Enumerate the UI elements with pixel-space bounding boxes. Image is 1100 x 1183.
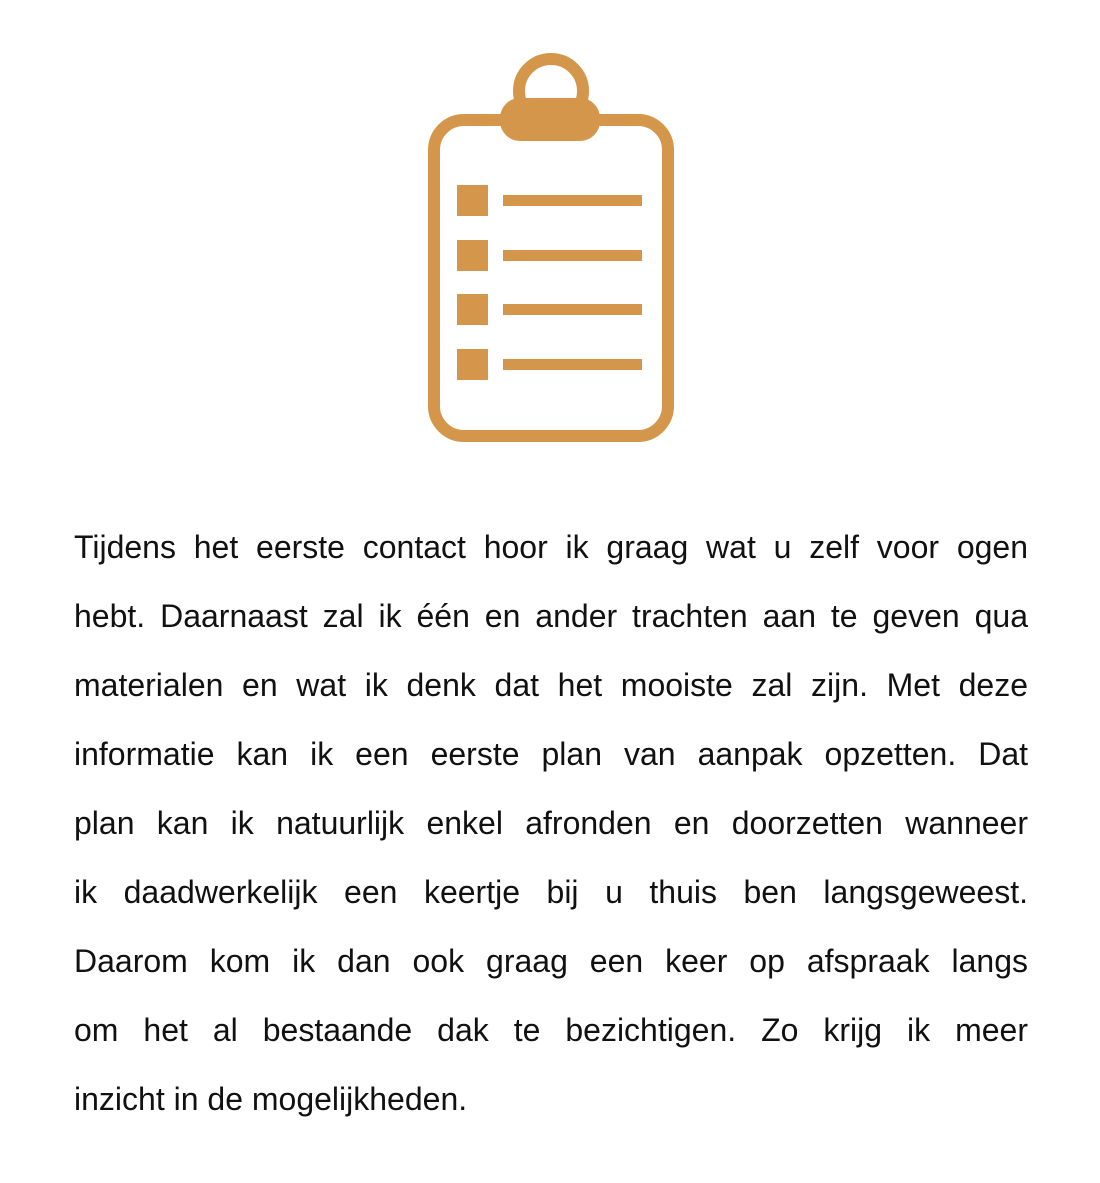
checkbox-4 xyxy=(457,349,488,380)
paragraph-line: plan kan ik natuurlijk enkel afronden en doorzetten wanneer xyxy=(74,805,1028,841)
checkbox-2 xyxy=(457,240,488,271)
checkbox-1 xyxy=(457,185,488,216)
description-paragraph xyxy=(74,513,1028,1134)
paragraph-line: materialen en wat ik denk dat het mooiste zal zijn. Met deze xyxy=(74,667,1028,703)
list-line-4 xyxy=(503,359,642,370)
paragraph-line: ik daadwerkelijk een keertje bij u thuis ben langsgeweest. xyxy=(74,874,1028,910)
paragraph-line: informatie kan ik een eerste plan van aanpak opzetten. Dat xyxy=(74,736,1028,772)
checkbox-3 xyxy=(457,294,488,325)
list-line-2 xyxy=(503,250,642,261)
icon-area xyxy=(0,0,1100,460)
board-outline xyxy=(434,120,668,436)
paragraph-line: inzicht in de mogelijkheden. xyxy=(74,1081,468,1117)
paragraph-line: hebt. Daarnaast zal ik één en ander trachten aan te geven qua xyxy=(74,598,1028,634)
list-line-3 xyxy=(503,304,642,315)
clipboard-checklist-icon xyxy=(420,50,682,450)
paragraph-line: Tijdens het eerste contact hoor ik graag wat u zelf voor ogen xyxy=(74,529,1028,565)
list-line-1 xyxy=(503,195,642,206)
clip-body xyxy=(500,98,600,141)
paragraph-line: Daarom kom ik dan ook graag een keer op afspraak langs xyxy=(74,943,1028,979)
paragraph-line: om het al bestaande dak te bezichtigen. Zo krijg ik meer xyxy=(74,1012,1028,1048)
